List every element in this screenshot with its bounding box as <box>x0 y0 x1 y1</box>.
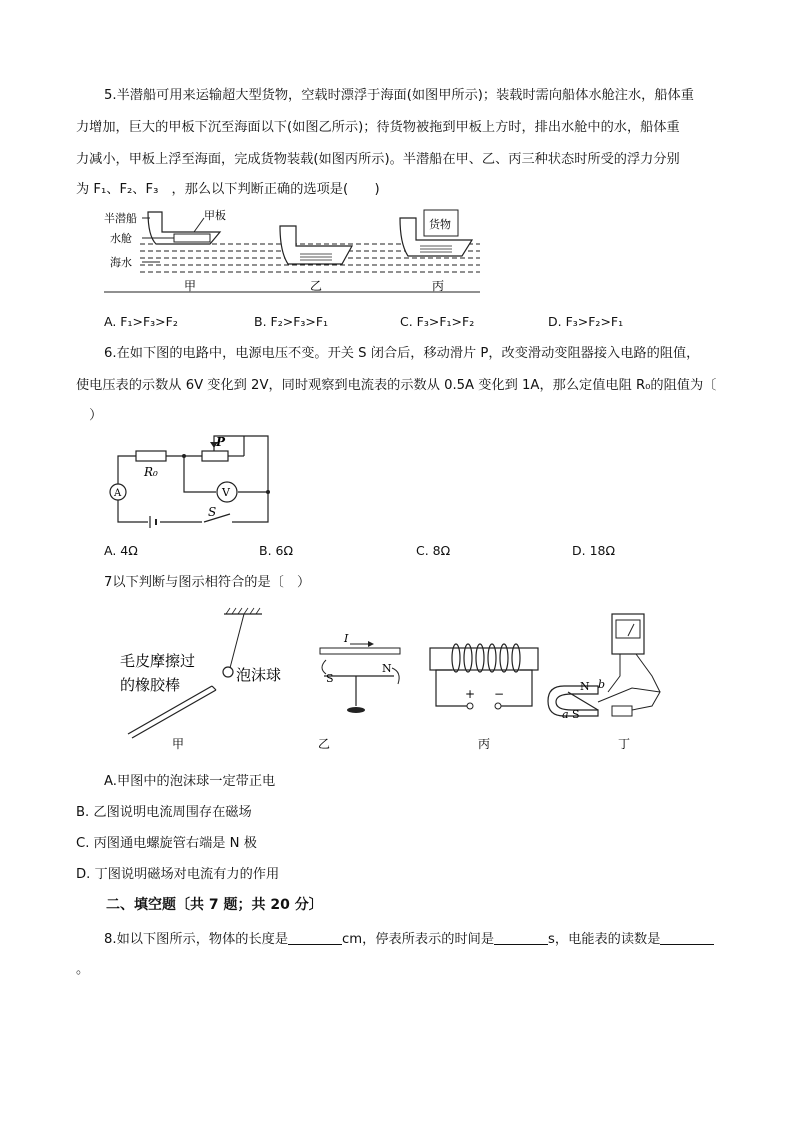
q6-label-p: P <box>216 435 226 449</box>
q6-option-b[interactable]: B. 6Ω <box>259 543 294 558</box>
q7-question: 7以下判断与图示相符合的是〔 ） <box>104 575 311 590</box>
q5-label-sea: 海水 <box>110 256 132 269</box>
q6-circuit-figure <box>104 432 280 528</box>
q7-option-d[interactable]: D. 丁图说明磁场对电流有力的作用 <box>76 867 280 882</box>
q5-label-cargo: 货物 <box>429 218 451 231</box>
q6-option-a[interactable]: A. 4Ω <box>104 543 138 558</box>
q8-end-mark: 。 <box>76 962 90 977</box>
q5-caption-b: 乙 <box>310 279 323 293</box>
q7-caption-d: 丁 <box>618 737 631 751</box>
q7-label-b-n: N <box>382 662 392 675</box>
q5-options <box>104 314 704 330</box>
q7-figure <box>112 606 672 754</box>
q8-blank-meter[interactable] <box>660 930 714 945</box>
q5-line-2: 力增加，巨大的甲板下沉至海面以下(如图乙所示)；待货物被拖到甲板上方时，排出水舱中的水，船体重 <box>76 120 680 135</box>
q5-label-tank: 水舱 <box>110 232 132 245</box>
q6-label-r0: R₀ <box>144 465 158 479</box>
q7-label-d-a: a <box>562 708 569 721</box>
q7-label-rod-2: 的橡胶棒 <box>120 676 181 694</box>
q7-option-a[interactable]: A.甲图中的泡沫球一定带正电 <box>104 774 276 789</box>
q5-line-1: 5.半潜船可用来运输超大型货物，空载时漂浮于海面(如图甲所示)；装载时需向船体水舱注水，船体重 <box>104 88 694 103</box>
q8-blank-time[interactable] <box>494 930 548 945</box>
q8-text-1: 8.如以下图所示，物体的长度是 <box>104 932 289 947</box>
q5-caption-c: 丙 <box>432 279 445 293</box>
q6-option-c[interactable]: C. 8Ω <box>416 543 451 558</box>
q6-options <box>104 543 704 559</box>
q7-option-b[interactable]: B. 乙图说明电流周围存在磁场 <box>76 805 252 820</box>
q8-text-2: cm，停表所表示的时间是 <box>342 932 495 947</box>
q5-option-c[interactable]: C. F₃>F₁>F₂ <box>400 314 475 329</box>
section-2-heading: 二、填空题〔共 7 题；共 20 分〕 <box>106 897 323 913</box>
q7-caption-b: 乙 <box>318 737 331 751</box>
q6-line-2: 使电压表的示数从 6V 变化到 2V，同时观察到电流表的示数从 0.5A 变化到 1A，那么定值电阻 R₀的阻值为〔 <box>76 378 717 393</box>
q7-label-ball: 泡沫球 <box>236 666 282 684</box>
q5-option-d[interactable]: D. F₃>F₂>F₁ <box>548 314 624 329</box>
q6-option-d[interactable]: D. 18Ω <box>572 543 616 558</box>
q6-label-v: V <box>222 486 230 499</box>
q7-caption-c: 丙 <box>478 737 491 751</box>
q7-label-minus: − <box>494 687 505 701</box>
q8-text-3: s，电能表的读数是 <box>548 932 661 947</box>
q7-caption-a: 甲 <box>172 737 185 751</box>
q7-label-d-b: b <box>598 678 606 691</box>
q6-line-1: 6.在如下图的电路中，电源电压不变。开关 S 闭合后，移动滑片 P，改变滑动变阻器接入电路的阻值， <box>104 346 700 361</box>
q5-line-3: 力减小，甲板上浮至海面，完成货物装载(如图丙所示)。半潜船在甲、乙、丙三种状态时所受的浮力分别 <box>76 152 680 167</box>
q5-label-deck: 甲板 <box>204 209 226 222</box>
q6-line-3: ） <box>76 408 103 423</box>
q6-label-a: A <box>114 488 122 499</box>
q7-option-c[interactable]: C. 丙图通电螺旋管右端是 N 极 <box>76 836 257 851</box>
q7-label-rod-1: 毛皮摩擦过 <box>120 652 196 670</box>
q8-blank-length[interactable] <box>288 930 342 945</box>
q5-line-4: 为 F₁、F₂、F₃ ，那么以下判断正确的选项是( ) <box>76 182 380 197</box>
q5-label-ship: 半潜船 <box>104 212 137 225</box>
q7-label-b-s: S <box>326 672 334 685</box>
q7-label-d-s: S <box>572 708 580 721</box>
q8-line <box>104 928 714 947</box>
q5-figure <box>100 206 480 298</box>
q7-label-current: I <box>344 632 349 645</box>
q7-label-d-n: N <box>580 680 590 693</box>
q5-option-b[interactable]: B. F₂>F₃>F₁ <box>254 314 329 329</box>
q7-label-plus: + <box>465 687 476 701</box>
q5-caption-a: 甲 <box>184 279 197 293</box>
q5-option-a[interactable]: A. F₁>F₃>F₂ <box>104 314 178 329</box>
q6-label-s: S <box>208 505 217 519</box>
